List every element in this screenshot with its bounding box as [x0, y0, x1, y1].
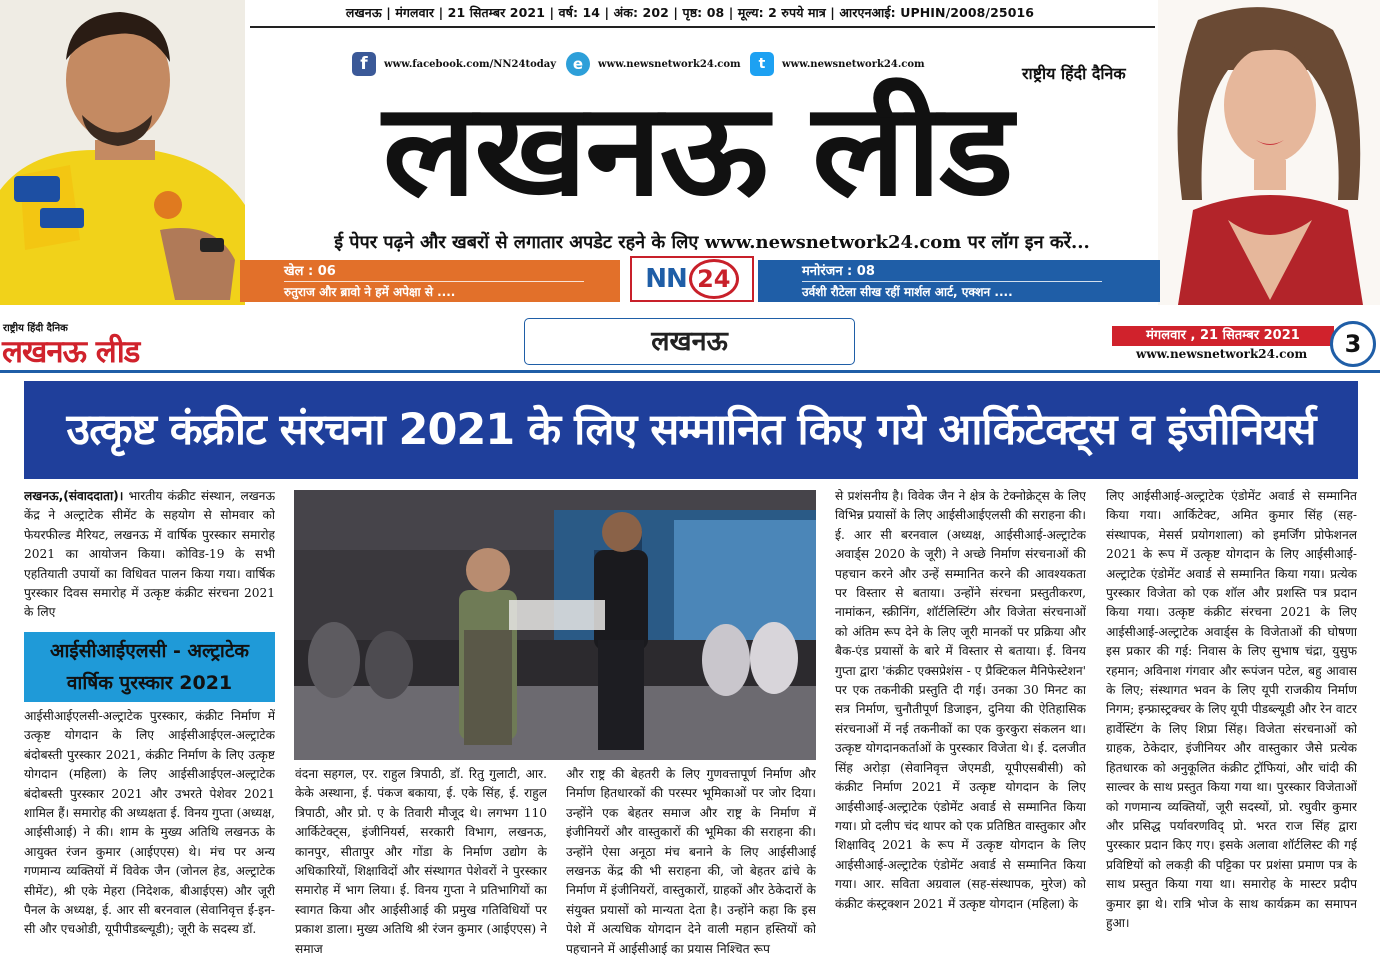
- facebook-url: www.facebook.com/NN24today: [384, 58, 557, 70]
- facebook-link[interactable]: [352, 50, 556, 78]
- nn24-logo-number: 24: [689, 259, 739, 299]
- epaper-notice: ई पेपर पढ़ने और खबरों से लगातार अपडेट रहने के लिए www.newsnetwork24.com पर लॉग इन करें...: [334, 232, 1090, 253]
- article-dateline: लखनऊ,(संवाददाता)।: [24, 489, 124, 503]
- article-column-1-bottom: आईसीआईएलसी-अल्ट्राटेक पुरस्कार, कंक्रीट निर्माण में उत्कृष्ट योगदान के लिए आईसीआईएल-अल्ट्राटेक बंदोबस्ती पुरस्कार 2021, कंक्रीट निर्माण के लिए उत्कृष्ट योगदान (महिला) के लिए आईसीआईएल-अल्ट्राटेक बंदोबस्ती पुरस्कार 2021 और उभरते पेशेवर 2021 शामिल हैं। समारोह की अध्यक्षता ई. विनय गुप्ता (अध्यक्ष, आईसीआई) ने की। शाम के मुख्य अतिथि लखनऊ के आयुक्त रंजन कुमार (आईएएस) थे। मंच पर अन्य गणमान्य व्यक्तियों में विवेक जैन (जोनल हेड, अल्ट्राटेक सीमेंट), श्री एके मेहरा (निदेशक, बीआईएस) और जूरी पैनल के अध्यक्ष, ई. आर सी बरनवाल (सेवानिवृत्त ई-इन-सी और एचओडी, यूपीपीडब्ल्यूडी); जूरी के सदस्य डॉ.: [24, 709, 275, 937]
- article-column-5: लिए आईसीआई-अल्ट्राटेक एंडोमेंट अवार्ड से सम्मानित किया गया। आर्किटेक्ट, अमित कुमार सिंह (सह-संस्थापक, मेसर्स प्रयोगशाला) को इमर्जिंग प्रोफेशनल 2021 के रूप में उत्कृष्ट योगदान के लिए आईसीआई-अल्ट्राटेक एंडोमेंट अवार्ड से सम्मानित किया गया। प्रत्येक पुरस्कार विजेता को एक शॉल और प्रशस्ति पत्र प्रदान किया गया। उत्कृष्ट कंक्रीट संरचना 2021 के लिए आईसीआई-अल्ट्राटेक अवार्ड्स के विजेताओं की घोषणा इस प्रकार की गई: निवास के लिए सुभाष चंद्रा, युसुफ रहमान; अविनाश गंगवार और रूपंजन पटेल, बहु आवास के लिए; संस्थागत भवन के लिए यूपी राजकीय निर्माण निगम; इन्फ्रास्ट्रक्चर के लिए यूपी पीडब्ल्यूडी और रेन वाटर हार्वेस्टिंग के लिए शिप्रा सिंह। विजेता संरचनाओं को ग्राहक, ठेकेदार, इंजीनियर और वास्तुकार जैसे प्रत्येक हितधारक को अनुकूलित कंक्रीट ट्रॉफियां, और चांदी की साल्वर के साथ प्रस्तुत किया गया था। पुरस्कार विजेताओं को गणमान्य व्यक्तियों, जूरी सदस्यों, प्रो. रघुवीर कुमार और प्रसिद्ध पर्यावरणविद् प्रो. भरत राज सिंह द्वारा पुरस्कार प्रदान किए गए। इसके अलावा शॉर्टलिस्ट की गई प्रविष्टियों को लकड़ी की पट्टिका पर प्रशंसा प्रमाण पत्र के साथ प्रस्तुत किया गया था। समारोह के मास्टर प्रदीप कुमार झा थे। रात्रि भोज के साथ कार्यक्रम का समापन हुआ।: [1106, 489, 1357, 930]
- globe-icon: e: [566, 52, 590, 76]
- article-subhead-box: [24, 632, 275, 702]
- entertainment-teaser-desc: उर्वशी रौटेला सीख रहीं मार्शल आर्ट, एक्शन ....: [802, 285, 1013, 299]
- entertainment-teaser-title: मनोरंजन : 08: [802, 262, 1102, 282]
- twitter-url: www.newsnetwork24.com: [782, 58, 925, 70]
- masthead-tagline: राष्ट्रीय हिंदी दैनिक: [1022, 64, 1126, 83]
- masthead-info-line: लखनऊ | मंगलवार | 21 सितम्बर 2021 | वर्ष: 14 | अंक: 202 | पृष्ठ: 08 | मूल्य: 2 रुपये मात्र | आरएनआई: UPHIN/2008/25016: [345, 5, 1035, 20]
- article-column-3: और राष्ट्र की बेहतरी के लिए गुणवत्तापूर्ण निर्माण और निर्माण हितधारकों की परस्पर भूमिकाओं पर जोर दिया। उन्होंने एक बेहतर समाज और राष्ट्र के निर्माण में इंजीनियरों और वास्तुकारों की भूमिका की सराहना की। उन्होंने ऐसा अनूठा मंच बनाने के लिए आईसीआई लखनऊ केंद्र की भी सराहना की, जो बेहतर ढांचे के निर्माण में इंजीनियरों, वास्तुकारों, ग्राहकों और ठेकेदारों के संयुक्त प्रयासों को मान्यता देता है। उन्होंने कहा कि इस पेशे में अत्यधिक योगदान देने वाली महान हस्तियों को पहचानने में आईसीआई का प्रयास निश्चित रूप: [566, 767, 816, 956]
- sports-teaser[interactable]: [240, 260, 620, 302]
- nn24-logo-letters: NN: [645, 264, 687, 294]
- newspaper-nameplate: लखनऊ लीड: [382, 76, 1012, 225]
- sports-teaser-title: खेल : 06: [284, 262, 584, 282]
- subhead-line-1: आईसीआईएलसी - अल्ट्राटेक: [50, 640, 249, 662]
- page-header-website: www.newsnetwork24.com: [1136, 347, 1308, 361]
- page-header-tagline: राष्ट्रीय हिंदी दैनिक: [3, 323, 68, 334]
- header-divider: [0, 370, 1380, 373]
- sports-teaser-desc: रुतुराज और ब्रावो ने हमें अपेक्षा से ....: [284, 285, 456, 299]
- city-section-label: लखनऊ: [524, 318, 855, 365]
- facebook-icon: f: [352, 52, 376, 76]
- article-headline: उत्कृष्ट कंक्रीट संरचना 2021 के लिए सम्मानित किए गये आर्किटेक्ट्स व इंजीनियर्स: [24, 381, 1358, 479]
- entertainment-teaser[interactable]: [758, 260, 1160, 302]
- page-header-brand: लखनऊ लीड: [2, 334, 140, 370]
- nn24-logo: [630, 256, 754, 302]
- masthead-top-rule: [250, 26, 1155, 28]
- article-column-2: वंदना सहगल, एर. राहुल त्रिपाठी, डॉ. रितु गुलाटी, आर. केके अस्थाना, ई. पंकज बकाया, ई. एके सिंह, ई. राहुल त्रिपाठी, और प्रो. ए के तिवारी मौजूद थे। लगभग 110 आर्किटेक्ट्स, इंजीनियर्स, सरकारी विभाग, लखनऊ, कानपुर, सीतापुर और गोंडा के निर्माण उद्योग के अधिकारियों, शिक्षाविदों और संस्थागत पेशेवरों ने पुरस्कार समारोह में भाग लिया। ई. विनय गुप्ता ने प्रतिभागियों का स्वागत किया और आईसीआई की प्रमुख गतिविधियों पर प्रकाश डाला। मुख्य अतिथि श्री रंजन कुमार (आईएएस) ने समाज: [295, 767, 547, 956]
- article-col1a-text: भारतीय कंक्रीट संस्थान, लखनऊ केंद्र ने अल्ट्राटेक सीमेंट के सहयोग से सोमवार को फेयरफील्ड मैरियट, लखनऊ में वार्षिक पुरस्कार समारोह 2021 का आयोजन किया। कोविड-19 के सभी एहतियाती उपायों का विधिवत पालन किया गया। वार्षिक पुरस्कार दिवस समारोह में उत्कृष्ट कंक्रीट संरचना 2021 के लिए: [24, 489, 275, 620]
- subhead-line-2: वार्षिक पुरस्कार 2021: [66, 672, 233, 694]
- website-url: www.newsnetwork24.com: [598, 58, 741, 70]
- award-ceremony-photo: [294, 490, 816, 760]
- article-column-1-top: [24, 487, 275, 629]
- article-column-4: से प्रशंसनीय है। विवेक जैन ने क्षेत्र के टेक्नोक्रेट्स के लिए विभिन्न प्रयासों के लिए आईसीआईएलसी की सराहना की। ई. आर सी बरनवाल (अध्यक्ष, आईसीआई-अल्ट्राटेक अवार्ड्स 2020 के जूरी) ने अच्छे निर्माण संरचनाओं की पहचान करने और उन्हें सम्मानित करने की आवश्यकता पर विस्तार से बताया। उन्होंने संरचना प्रस्तुतीकरण, नामांकन, स्क्रीनिंग, शॉर्टलिस्टिंग और विजेता संरचनाओं को अंतिम रूप देने के लिए जूरी मानकों पर प्रक्रिया और बैक-एंड प्रयासों के बारे में विस्तार से बताया। ई. विनय गुप्ता द्वारा 'कंक्रीट एक्सप्रेशंस - ए प्रैक्टिकल मैनिफेस्टेशन' पर एक तकनीकी प्रस्तुति दी गई। उनका 30 मिनट का सत्र निर्माण, चुनौतीपूर्ण डिजाइन, दुनिया की ऐतिहासिक संरचनाओं में नई तकनीकों का एक कुरकुरा संकलन था। उत्कृष्ट योगदानकर्ताओं के पुरस्कार विजेता थे। ई. दलजीत सिंह अरोड़ा (सेवानिवृत्त जेएमडी, यूपीएसबीसी) को कंक्रीट निर्माण 2021 में उत्कृष्ट योगदान के लिए आईसीआई-अल्ट्राटेक एंडोमेंट अवार्ड से सम्मानित किया गया। प्रो दलीप चंद थापर को एक प्रतिष्ठित वास्तुकार और शिक्षाविद् 2021 के रूप में उत्कृष्ट योगदान के लिए आईसीआई-अल्ट्राटेक एंडोमेंट अवार्ड से सम्मानित किया गया। आर. सविता अग्रवाल (सह-संस्थापक, मुरेज) को कंक्रीट कंस्ट्रक्शन 2021 में उत्कृष्ट योगदान (महिला) के: [835, 489, 1086, 911]
- twitter-icon: t: [750, 52, 774, 76]
- website-link[interactable]: [566, 50, 741, 78]
- page-date: मंगलवार , 21 सितम्बर 2021: [1112, 326, 1334, 346]
- page-number: 3: [1330, 321, 1376, 367]
- twitter-link[interactable]: [750, 50, 925, 78]
